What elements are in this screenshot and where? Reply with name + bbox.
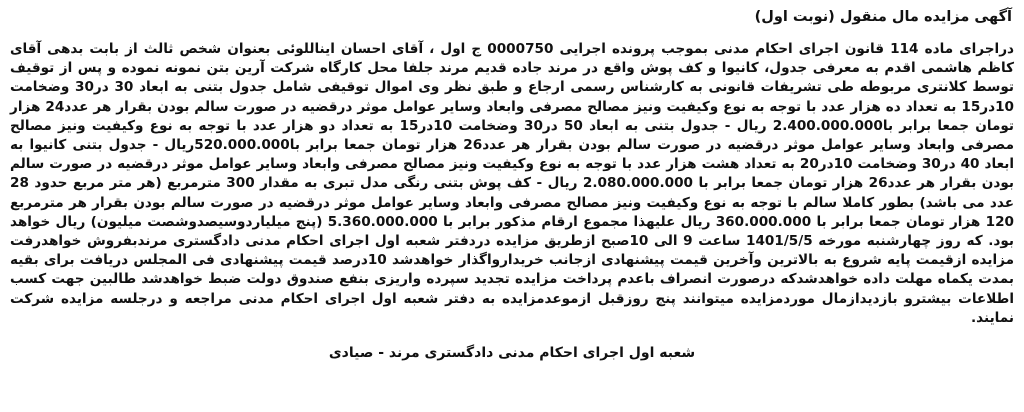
notice-footer-signature: شعبه اول اجرای احکام مدنی دادگستری مرند - صیادی bbox=[328, 345, 696, 362]
notice-body: دراجرای ماده 114 قانون اجرای احکام مدنی بموجب پرونده اجرایی 0000750 ج اول ، آقای احسان ایناللوئی بعنوان شخص ثالث از بابت بدهی آقای کاظم هاشمی اقدم به معرفی جدول، کانیوا و کف پوش واقع در مرند جاده قدیم مرند جلفا محل کارگاه شرکت آرین بتن نمونه نموده و پس از توقیف توسط کلانتری مربوطه طی تشریفات قانونی به کارشناس رسمی ارجاع و طبق نظر وی اموال توقیفی شامل جدول بتنی به ابعاد 30 در30 وضخامت 10در15 به تعداد ده هزار عدد با توجه به نوع وکیفیت ونیز مصالح مصرفی وابعاد وسایر عوامل موثر درقضیه در صورت سالم بودن بقرار هر عدد24 هزار تومان جمعا برابر با2.400.000.000 ریال - جدول بتنی به ابعاد 50 در30 وضخامت 10در15 به تعداد دو هزار عدد با توجه به نوع وکیفیت ونیز مصالح مصرفی وابعاد وسایر عوامل موثر درقضیه در صورت سالم بودن بقرار هر عدد26 هزار تومان جمعا برابر با520.000.000ریال - جدول بتنی کانیوا به ابعاد 40 در30 وضخامت 10در20 به تعداد هشت هزار عدد با توجه به نوع وکیفیت ونیز مصالح مصرفی وابعاد وسایر عوامل موثر درقضیه در صورت سالم بودن بقرار هر عدد26 هزار تومان جمعا برابر با 2.080.000.000 ریال - کف پوش بتنی رنگی مدل تبری به مقدار 300 مترمربع (هر متر مربع حدود 28 عدد می باشد) بطور کاملا سالم با توجه به نوع وکیفیت ونیز مصالح مصرفی وابعاد وسایر عوامل موثر درقضیه در صورت سالم بودن بقرار هر مترمربع 120 هزار تومان جمعا برابر با 360.000.000 ریال علیهذا مجموع ارقام مذکور برابر با 5.360.000.000 (پنج میلیاردوسیصدوشصت میلیون) ریال خواهد بود. که روز چهارشنبه مورخه 1401/5/5 ساعت 9 الی 10صبح ازطریق مزایده دردفتر شعبه اول اجرای احکام مدنی دادگستری مرندبفروش خواهدرفت مزایده ازقیمت پایه شروع به بالاترین وآخرین قیمت پیشنهادی ازجانب خریدارواگذار خواهدشد 10درصد قیمت پیشنهادی فی المجلس دریافت برای بقیه بمدت یکماه مهلت داده خواهدشدکه درصورت انصراف باعدم پرداخت مزایده تجدید سپرده واریزی بنفع صندوق دولت ضبط خواهدشد طالبین جهت کسب اطلاعات بیشترو بازدیدازمال موردمزایده میتوانند پنج روزقبل ازموعدمزایده به دفتر شعبه اول اجرای احکام مدنی مراجعه و درجلسه مزایده شرکت نمایند. bbox=[10, 41, 1015, 326]
notice-title: آگهی مزایده مال منقول (نوبت اول) bbox=[754, 9, 1012, 25]
